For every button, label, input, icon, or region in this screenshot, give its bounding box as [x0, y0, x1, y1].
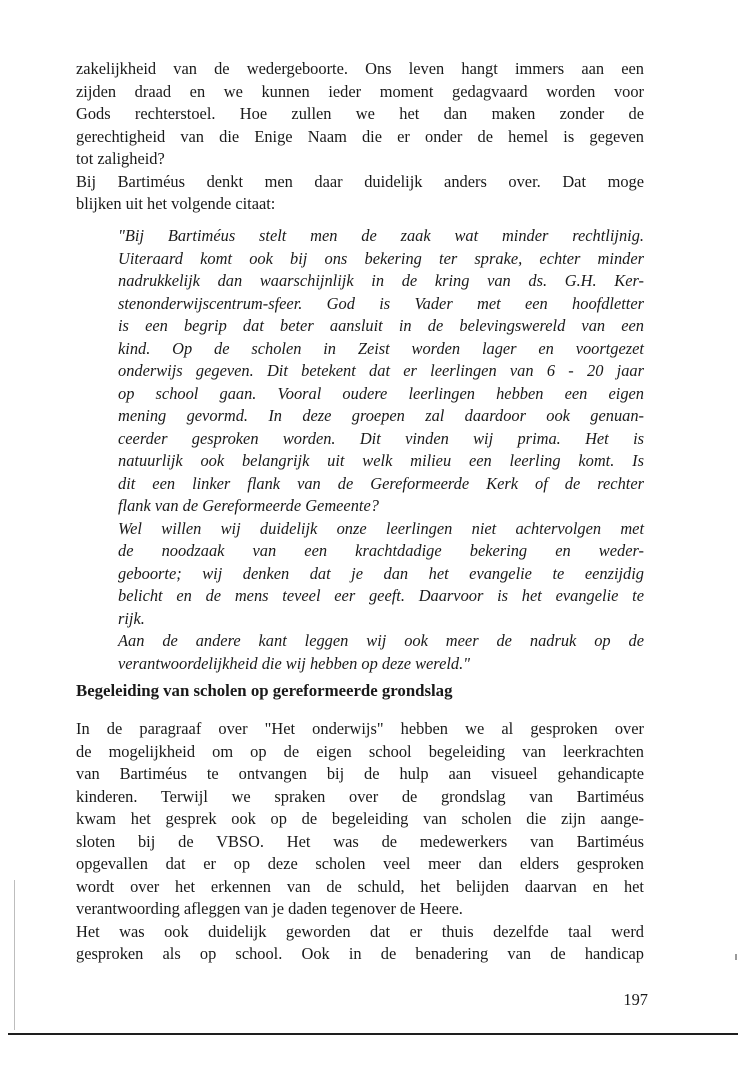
text-line: wordt over het erkennen van de schuld, het belijden daarvan en het: [76, 876, 644, 896]
quote-line: "Bij Bartiméus stelt men de zaak wat minder rechtlijnig.: [118, 226, 644, 245]
quote-line: op school gaan. Vooral oudere leerlingen hebben een eigen: [118, 383, 644, 403]
quote-line: natuurlijk ook belangrijk uit welk milieu een leerling komt. Is: [118, 451, 644, 470]
text-line: Bij Bartiméus denkt men daar duidelijk anders over. Dat moge: [76, 171, 644, 191]
quote-line: verantwoordelijkheid die wij hebben op deze wereld.": [118, 653, 471, 673]
paragraph-3: [76, 718, 644, 921]
quote-line: is een begrip dat beter aansluit in de belevingswereld van een: [118, 316, 644, 335]
text-line: zijden draad en we kunnen ieder moment gedagvaard worden voor: [76, 81, 644, 101]
scan-edge-line: [14, 880, 15, 1030]
quote-line: geboorte; wij denken dat je dan het evangelie te eenzijdig: [118, 563, 644, 583]
block-quote-3: [118, 630, 644, 675]
quote-line: de noodzaak van een krachtdadige bekering en weder-: [118, 541, 644, 560]
text-line: opgevallen dat er op deze scholen veel meer dan elders gesproken: [76, 854, 644, 873]
text-line: zakelijkheid van de wedergeboorte. Ons leven hangt immers aan een: [76, 59, 644, 78]
page-number: 197: [623, 990, 648, 1009]
text-line: tot zaligheid?: [76, 149, 165, 168]
paragraph-1: [76, 58, 644, 171]
quote-line: belicht en de mens teveel eer geeft. Daarvoor is het evangelie te: [118, 586, 644, 605]
block-quote-2: [118, 518, 644, 631]
block-quote-1: [118, 225, 644, 518]
quote-line: nadrukkelijk dan waarschijnlijk in de kring van ds. G.H. Ker-: [118, 271, 644, 290]
text-line: gerechtigheid van die Enige Naam die er onder de hemel is gegeven: [76, 126, 644, 146]
quote-line: rijk.: [118, 608, 145, 628]
text-line: de mogelijkheid om op de eigen school begeleiding van leerkrachten: [76, 741, 644, 761]
quote-line: mening gevormd. In deze groepen zal daardoor ook genuan-: [118, 406, 644, 425]
quote-line: ceerder gesproken worden. Dit vinden wij prima. Het is: [118, 428, 644, 448]
text-line: van Bartiméus te ontvangen bij de hulp aan visueel gehandicapte: [76, 764, 644, 783]
text-line: Het was ook duidelijk geworden dat er thuis dezelfde taal werd: [76, 921, 644, 941]
quote-line: Aan de andere kant leggen wij ook meer de nadruk op de: [118, 631, 644, 650]
page-bottom-rule: [8, 1033, 738, 1035]
scan-speck: [735, 954, 737, 960]
text-line: verantwoording afleggen van je daden tegenover de Heere.: [76, 899, 463, 918]
text-line: kinderen. Terwijl we spraken over de grondslag van Bartiméus: [76, 786, 644, 806]
quote-line: Wel willen wij duidelijk onze leerlingen niet achtervolgen met: [118, 518, 644, 538]
quote-line: stenonderwijscentrum-sfeer. God is Vader met een hoofdletter: [118, 293, 644, 313]
text-line: blijken uit het volgende citaat:: [76, 194, 276, 213]
quote-line: dit een linker flank van de Gereformeerde Kerk of de rechter: [118, 473, 644, 493]
section-heading: Begeleiding van scholen op gereformeerde grondslag: [76, 681, 453, 700]
quote-line: flank van de Gereformeerde Gemeente?: [118, 496, 379, 515]
text-line: Gods rechterstoel. Hoe zullen we het dan maken zonder de: [76, 104, 644, 123]
paragraph-2: [76, 171, 644, 216]
text-line: kwam het gesprek ook op de begeleiding van scholen die zijn aange-: [76, 809, 644, 828]
text-line: gesproken als op school. Ook in de benadering van de handicap: [76, 944, 644, 963]
paragraph-4: [76, 921, 644, 966]
text-line: In de paragraaf over "Het onderwijs" hebben we al gesproken over: [76, 719, 644, 738]
text-line: sloten bij de VBSO. Het was de medewerkers van Bartiméus: [76, 831, 644, 851]
quote-line: kind. Op de scholen in Zeist worden lager en voortgezet: [118, 338, 644, 358]
quote-line: onderwijs gegeven. Dit betekent dat er leerlingen van 6 - 20 jaar: [118, 361, 644, 380]
quote-line: Uiteraard komt ook bij ons bekering ter sprake, echter minder: [118, 248, 644, 268]
